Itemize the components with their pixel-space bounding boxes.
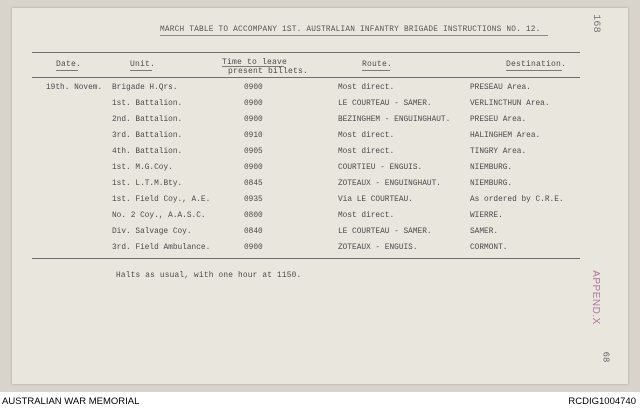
header-time-line2: present billets. (228, 67, 309, 76)
cell-destination: WIERRE. (470, 212, 503, 220)
table-row (0, 228, 640, 244)
cell-destination: As ordered by C.R.E. (470, 196, 564, 204)
cell-destination: PRESEU Area. (470, 116, 527, 124)
cell-unit: 1st. L.T.M.Bty. (112, 180, 183, 188)
appendix-stamp-text: APPEND.X (589, 270, 601, 325)
cell-time: 0900 (244, 164, 263, 172)
cell-route: BEZINGHEM - ENGUINGHAUT. (338, 116, 451, 124)
header-route: Route. (362, 60, 393, 69)
halts-note: Halts as usual, with one hour at 1150. (116, 272, 302, 280)
title-underline (160, 35, 548, 36)
cell-time: 0900 (244, 100, 263, 108)
cell-unit: 1st. Field Coy., A.E. (112, 196, 211, 204)
cell-route: Most direct. (338, 132, 395, 140)
header-date-underline (56, 70, 78, 71)
cell-destination: VERLINCTHUN Area. (470, 100, 550, 108)
cell-destination: CORMONT. (470, 244, 508, 252)
header-bottom-rule (32, 77, 580, 78)
header-unit-underline (130, 70, 152, 71)
cell-unit: No. 2 Coy., A.A.S.C. (112, 212, 206, 220)
footer-bar (0, 392, 640, 410)
table-row (0, 196, 640, 212)
cell-destination: TINGRY Area. (470, 148, 527, 156)
cell-unit: 3rd. Battalion. (112, 132, 183, 140)
table-row (0, 212, 640, 228)
footer-institution: AUSTRALIAN WAR MEMORIAL (2, 396, 140, 407)
header-top-rule (32, 52, 580, 53)
header-destination: Destination. (506, 60, 567, 69)
table-row (0, 148, 640, 164)
table-row (0, 132, 640, 148)
cell-date: 19th. Novem. (46, 84, 103, 92)
cell-route: ZOTEAUX - ENGUIS. (338, 244, 418, 252)
cell-route: COURTIEU - ENGUIS. (338, 164, 423, 172)
cell-unit: 1st. Battalion. (112, 100, 183, 108)
cell-route: ZOTEAUX - ENGUINGHAUT. (338, 180, 441, 188)
folio-number: 68 (600, 351, 611, 363)
cell-unit: Brigade H.Qrs. (112, 84, 178, 92)
cell-destination: NIEMBURG. (470, 164, 513, 172)
header-time-underline (222, 66, 284, 67)
cell-destination: NIEMBURG. (470, 180, 513, 188)
cell-route: Via LE COURTEAU. (338, 196, 413, 204)
cell-unit: Div. Salvage Coy. (112, 228, 192, 236)
table-row (0, 116, 640, 132)
cell-destination: HALINGHEM Area. (470, 132, 541, 140)
cell-time: 0800 (244, 212, 263, 220)
table-row (0, 100, 640, 116)
cell-route: LE COURTEAU - SAMER. (338, 100, 432, 108)
footer-record-id: RCDIG1004740 (568, 396, 636, 407)
cell-time: 0840 (244, 228, 263, 236)
cell-route: Most direct. (338, 148, 395, 156)
cell-unit: 3rd. Field Ambulance. (112, 244, 211, 252)
table-row (0, 164, 640, 180)
appendix-stamp (590, 272, 610, 332)
cell-time: 0900 (244, 84, 263, 92)
cell-route: Most direct. (338, 84, 395, 92)
cell-unit: 2nd. Battalion. (112, 116, 183, 124)
table-row (0, 180, 640, 196)
cell-time: 0905 (244, 148, 263, 156)
cell-destination: SAMER. (470, 228, 499, 236)
cell-time: 0900 (244, 244, 263, 252)
cell-time: 0845 (244, 180, 263, 188)
cell-time: 0900 (244, 116, 263, 124)
cell-time: 0910 (244, 132, 263, 140)
cell-route: LE COURTEAU - SAMER. (338, 228, 432, 236)
header-destination-underline (506, 70, 562, 71)
top-page-number: 168 (589, 14, 601, 33)
document-title: MARCH TABLE TO ACCOMPANY 1ST. AUSTRALIAN INFANTRY BRIGADE INSTRUCTIONS NO. 12. (160, 26, 541, 34)
table-bottom-rule (32, 258, 580, 259)
cell-unit: 4th. Battalion. (112, 148, 183, 156)
table-row (0, 84, 640, 100)
cell-route: Most direct. (338, 212, 395, 220)
header-route-underline (362, 70, 390, 71)
cell-destination: PRESEAU Area. (470, 84, 531, 92)
header-time-line1: Time to leave (222, 58, 288, 67)
cell-time: 0935 (244, 196, 263, 204)
header-date: Date. (56, 60, 82, 69)
header-unit: Unit. (130, 60, 156, 69)
cell-unit: 1st. M.G.Coy. (112, 164, 173, 172)
